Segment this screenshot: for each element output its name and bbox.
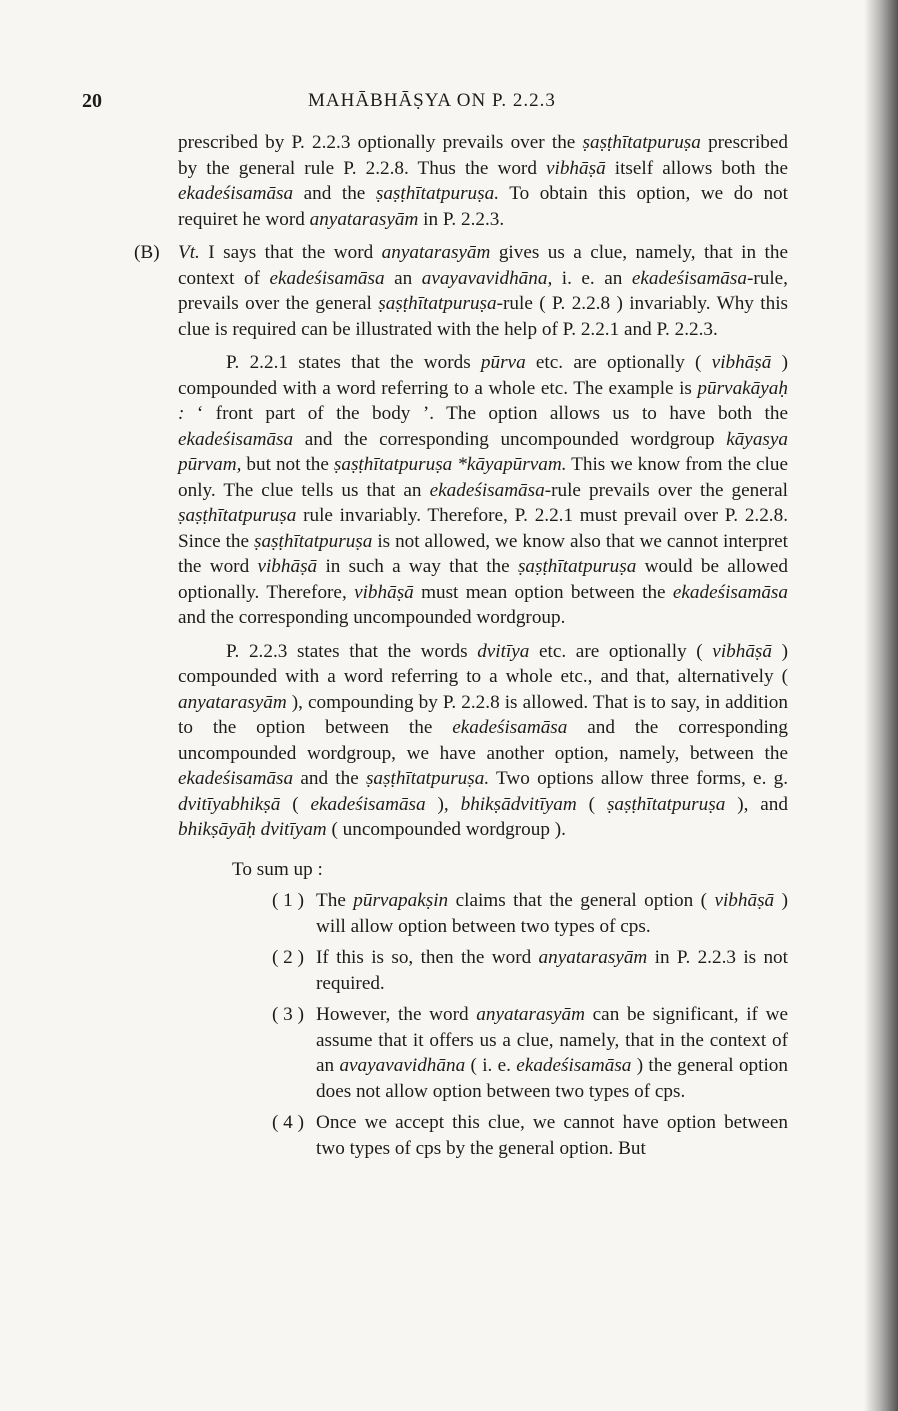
summary-item-2: ( 2 ) If this is so, then the word anyatarasyām in P. 2.2.3 is not required. — [272, 947, 788, 994]
summary-item-4: ( 4 ) Once we accept this clue, we cannot have option between two types of cps by the general option. But — [272, 1112, 788, 1159]
summary-item-3: ( 3 ) However, the word anyatarasyām can be significant, if we assume that it offers us a clue, namely, that in the context of an avayavavidhāna ( i. e. ekadeśisamāsa ) the general option does not allow option between two types of cps. — [272, 1004, 788, 1102]
summary-heading: To sum up : — [232, 858, 323, 880]
paragraph-p221: P. 2.2.1 states that the words pūrva etc. are optionally ( vibhāṣā ) compounded with a word referring to a whole etc. The example is pūrvakāyaḥ : ‘ front part of the body ’. The option allows us to have both the ekadeśisamāsa and the corresponding uncompounded wordgroup kāyasya pūrvam, but not the ṣaṣṭhītatpuruṣa *kāyapūrvam. This we know from the clue only. The clue tells us that an ekadeśisamāsa-rule prevails over the general ṣaṣṭhītatpuruṣa rule invariably. Therefore, P. 2.2.1 must prevail over P. 2.2.8. Since the ṣaṣṭhītatpuruṣa is not allowed, we know also that we cannot interpret the word vibhāṣā in such a way that the ṣaṣṭhītatpuruṣa would be allowed optionally. Therefore, vibhāṣā must mean option between the ekadeśisamāsa and the corresponding uncompounded wordgroup. — [178, 352, 789, 628]
running-head: MAHĀBHĀṢYA ON P. 2.2.3 — [308, 90, 556, 111]
page-number: 20 — [82, 90, 102, 112]
section-b — [134, 240, 788, 342]
paragraph-continuation: prescribed by P. 2.2.3 optionally prevails over the ṣaṣṭhītatpuruṣa prescribed by the general rule P. 2.2.8. Thus the word vibhāṣā itself allows both the ekadeśisamāsa and the ṣaṣṭhītatpuruṣa. To obtain this option, we do not requiret he word anyatarasyām in P. 2.2.3. — [178, 132, 788, 230]
summary-item-number: ( 2 ) — [272, 947, 304, 968]
section-b-label: (B) — [134, 242, 160, 263]
summary-item-number: ( 3 ) — [272, 1004, 304, 1025]
section-b-paragraph: Vt. I says that the word anyatarasyām gives us a clue, namely, that in the context of ekadeśisamāsa an avayavavidhāna, i. e. an ekadeśisamāsa-rule, prevails over the general ṣaṣṭhītatpuruṣa-rule ( P. 2.2.8 ) invariably. Why this clue is required can be illustrated with the help of P. 2.2.1 and P. 2.2.3. — [178, 242, 788, 340]
summary-item-number: ( 1 ) — [272, 890, 304, 911]
page-edge-shadow — [864, 0, 898, 1411]
paragraph-p223: P. 2.2.3 states that the words dvitīya etc. are optionally ( vibhāṣā ) compounded with a word referring to a whole etc., and that, alternatively ( anyatarasyām ), compounding by P. 2.2.8 is allowed. That is to say, in addition to the option between the ekadeśisamāsa and the corresponding uncompounded wordgroup, we have another option, namely, between the ekadeśisamāsa and the ṣaṣṭhītatpuruṣa. Two options allow three forms, e. g. dvitīyabhikṣā ( ekadeśisamāsa ), bhikṣādvitīyam ( ṣaṣṭhītatpuruṣa ), and bhikṣāyāḥ dvitīyam ( uncompounded wordgroup ). — [178, 640, 789, 840]
summary-item-number: ( 4 ) — [272, 1112, 304, 1133]
body-text — [134, 130, 789, 1167]
summary-item-1: ( 1 ) The pūrvapakṣin claims that the general option ( vibhāṣā ) will allow option between two types of cps. — [272, 890, 788, 937]
